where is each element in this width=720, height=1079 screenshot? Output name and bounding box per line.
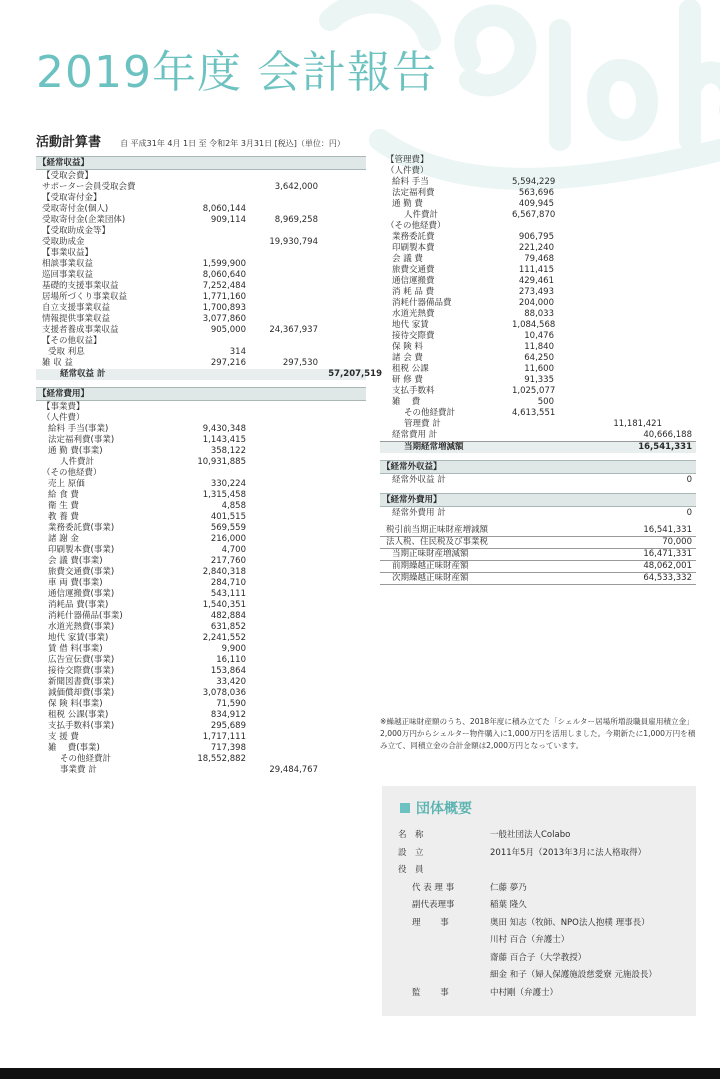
statement-period: 自 平成31年 4月 1日 至 令和2年 3月31日 [税込]（単位：円）: [120, 139, 345, 148]
section-heading: 【経常費用】: [36, 387, 366, 401]
row-amount: 273,493: [518, 287, 554, 297]
section-heading: 【経常外費用】: [380, 493, 696, 507]
table-row: [36, 556, 366, 567]
table-row: [380, 309, 696, 320]
table-row: [380, 265, 696, 276]
table-row: [36, 501, 366, 512]
row-label: 法人税、住民税及び事業税: [386, 537, 489, 547]
row-label: 【受取寄付金】: [42, 193, 102, 203]
table-row: [36, 248, 366, 259]
table-row: [380, 287, 696, 298]
row-label: （その他経費）: [42, 468, 102, 478]
row-label: 支 援 費: [48, 732, 79, 742]
row-amount: 153,864: [210, 666, 246, 676]
row-amount: 358,122: [210, 446, 246, 456]
row-label: 受取 利息: [48, 347, 85, 357]
table-row: [36, 754, 366, 765]
org-key: 役 員: [398, 865, 424, 875]
row-amount: 297,530: [282, 358, 318, 368]
square-icon: [400, 803, 410, 813]
row-amount: 1,717,111: [202, 732, 246, 742]
org-row: [398, 986, 688, 998]
row-label: 雑 収 益: [42, 358, 73, 368]
statement-header: [36, 131, 345, 150]
row-amount: 7,252,484: [202, 281, 246, 291]
table-row: [36, 622, 366, 633]
table-row: [36, 424, 366, 435]
row-amount: 5,594,229: [512, 177, 556, 187]
org-title-text: 団体概要: [416, 801, 472, 817]
row-label: 接待交際費(事業): [48, 666, 115, 676]
row-label: 事業費 計: [60, 765, 97, 775]
table-row: [36, 446, 366, 457]
org-key: 設 立: [398, 847, 424, 858]
row-amount: 1,700,893: [202, 303, 246, 313]
row-amount: 33,420: [216, 677, 246, 687]
row-label: 受取助成金: [42, 237, 85, 247]
row-label: 業務委託費(事業): [48, 523, 115, 533]
table-row: [36, 710, 366, 721]
row-amount: 1,540,351: [202, 600, 246, 610]
table-row: [36, 490, 366, 501]
row-label: 巡回事業収益: [42, 270, 94, 280]
table-row: [36, 600, 366, 611]
row-amount: 91,335: [524, 375, 554, 385]
row-label: その他経費計: [404, 408, 456, 418]
table-row: [380, 408, 696, 419]
row-label: 人件費計: [404, 210, 439, 220]
table-row: [380, 573, 696, 585]
row-amount: 88,033: [524, 309, 554, 319]
row-label: 消耗什器備品(事業): [48, 611, 123, 621]
table-row: [36, 545, 366, 556]
row-amount: 24,367,937: [269, 325, 318, 335]
section-heading: 【経常収益】: [36, 156, 366, 170]
row-label: 相談事業収益: [42, 259, 94, 269]
table-row: [36, 534, 366, 545]
row-label: 保 険 料: [392, 342, 423, 352]
row-amount: 10,476: [524, 331, 554, 341]
table-row: [36, 578, 366, 589]
row-label: 車 両 費(事業): [48, 578, 103, 588]
table-row: [36, 270, 366, 281]
row-label: 水道光熱費: [392, 309, 435, 319]
spacer: [36, 380, 366, 386]
row-amount: 71,590: [216, 699, 246, 709]
row-label: 消耗品 費(事業): [48, 600, 109, 610]
row-label: 法定福利費(事業): [48, 435, 115, 445]
table-row: [36, 567, 366, 578]
row-amount: 18,552,882: [197, 754, 246, 764]
row-amount: 905,000: [210, 325, 246, 335]
row-label: 通信運搬費(事業): [48, 589, 115, 599]
row-amount: 3,642,000: [274, 182, 318, 192]
row-amount: 19,930,794: [269, 237, 318, 247]
row-label: 消耗什器備品費: [392, 298, 452, 308]
row-amount: 500: [537, 397, 554, 407]
row-label: 租税 公課: [392, 364, 429, 374]
row-amount: 906,795: [518, 232, 554, 242]
row-label: 給料 手当(事業): [48, 424, 109, 434]
table-row: [36, 479, 366, 490]
org-value: 齋藤 百合子（大学教授）: [490, 952, 587, 963]
row-label: 通信運搬費: [392, 276, 435, 286]
row-label: 経常外費用 計: [392, 508, 446, 518]
row-amount: 8,969,258: [274, 215, 318, 225]
row-label: 水道光熱費(事業): [48, 622, 115, 632]
row-amount: 2,840,318: [202, 567, 246, 577]
org-value: 稲葉 隆久: [490, 900, 527, 910]
table-row: [380, 549, 696, 561]
org-title: [400, 798, 472, 818]
table-row: [36, 589, 366, 600]
row-amount: 1,771,160: [202, 292, 246, 302]
row-amount: 10,931,885: [197, 457, 246, 467]
row-label: 当期正味財産増減額: [392, 549, 469, 559]
row-amount: 9,430,348: [202, 424, 246, 434]
row-label: 減価償却費(事業): [48, 688, 115, 698]
table-row: [36, 468, 366, 479]
org-key: 名 称: [398, 830, 424, 840]
row-amount: 111,415: [518, 265, 554, 275]
row-amount: 543,111: [210, 589, 246, 599]
row-amount: 8,060,144: [202, 204, 246, 214]
table-row: [380, 537, 696, 549]
row-label: 法定福利費: [392, 188, 435, 198]
row-label: 接待交際費: [392, 331, 435, 341]
org-row: [398, 916, 688, 928]
row-amount: 297,216: [210, 358, 246, 368]
statement-name: 活動計算書: [36, 135, 102, 150]
row-label: 会 議 費: [392, 254, 423, 264]
row-label: 自立支援事業収益: [42, 303, 111, 313]
row-amount: 717,398: [210, 743, 246, 753]
row-amount: 2,241,552: [202, 633, 246, 643]
table-row: [36, 369, 382, 380]
row-label: 地代 家賃(事業): [48, 633, 109, 643]
org-row: [398, 968, 688, 980]
table-row: [36, 182, 366, 193]
table-row: [380, 419, 696, 430]
row-amount: 4,858: [221, 501, 246, 511]
row-amount: 40,666,188: [643, 430, 692, 440]
row-amount: 284,710: [210, 578, 246, 588]
row-amount: 4,613,551: [512, 408, 556, 418]
org-row: [398, 863, 688, 875]
section-heading: 【経常外収益】: [380, 460, 696, 474]
table-row: [36, 336, 366, 347]
table-row: [36, 721, 366, 732]
row-amount: 9,900: [221, 644, 246, 654]
table-row: [36, 358, 366, 369]
table-row: [380, 375, 696, 386]
row-label: 研 修 費: [392, 375, 423, 385]
row-label: 衛 生 費: [48, 501, 79, 511]
row-label: 支援者養成事業収益: [42, 325, 119, 335]
row-label: サポーター会員受取会費: [42, 182, 136, 192]
row-label: （人件費）: [386, 166, 429, 176]
row-label: 給料 手当: [392, 177, 429, 187]
row-label: 人件費計: [60, 457, 95, 467]
page-title: 2019年度 会計報告: [36, 47, 437, 98]
row-amount: 79,468: [524, 254, 554, 264]
table-row: [380, 221, 696, 232]
org-role: 監 事: [412, 987, 449, 998]
row-label: 印刷製本費(事業): [48, 545, 115, 555]
table-row: [380, 442, 696, 453]
row-label: 受取寄付金(企業団体): [42, 215, 126, 225]
row-amount: 217,760: [210, 556, 246, 566]
table-row: [36, 171, 366, 182]
row-amount: 482,884: [210, 611, 246, 621]
org-value: 奥田 知志（牧師、NPO法人抱樸 理事長）: [490, 917, 650, 928]
row-amount: 204,000: [518, 298, 554, 308]
table-row: [36, 765, 366, 776]
table-row: [380, 353, 696, 364]
row-label: 支払手数料(事業): [48, 721, 115, 731]
row-label: 会 議 費(事業): [48, 556, 103, 566]
table-row: [36, 677, 366, 688]
table-row: [380, 188, 696, 199]
table-row: [380, 155, 696, 166]
row-amount: 1,084,568: [512, 320, 556, 330]
bottom-bar: [0, 1068, 720, 1079]
row-amount: 57,207,519: [328, 369, 382, 379]
row-amount: 1,143,415: [202, 435, 246, 445]
row-amount: 11,600: [524, 364, 554, 374]
row-amount: 3,078,036: [202, 688, 246, 698]
table-row: [380, 243, 696, 254]
row-amount: 834,912: [210, 710, 246, 720]
table-row: [380, 331, 696, 342]
row-amount: 64,533,332: [643, 573, 692, 583]
table-row: [380, 210, 696, 221]
row-label: 受取寄付金(個人): [42, 204, 109, 214]
table-row: [380, 525, 696, 537]
row-label: 消 耗 品 費: [392, 287, 435, 297]
row-amount: 909,114: [210, 215, 246, 225]
table-row: [36, 292, 366, 303]
table-row: [380, 342, 696, 353]
org-value: 中村剛（弁護士）: [490, 987, 559, 998]
table-row: [36, 204, 366, 215]
row-amount: 563,696: [518, 188, 554, 198]
row-amount: 0: [686, 508, 692, 518]
row-label: 業務委託費: [392, 232, 435, 242]
table-row: [36, 655, 366, 666]
table-row: [36, 523, 366, 534]
row-label: 経常外収益 計: [392, 475, 446, 485]
row-label: 当期経常増減額: [404, 442, 464, 452]
table-row: [36, 688, 366, 699]
table-row: [380, 397, 696, 408]
row-amount: 295,689: [210, 721, 246, 731]
org-row: [398, 846, 688, 858]
row-amount: 11,840: [524, 342, 554, 352]
org-row: [398, 933, 688, 945]
row-amount: 221,240: [518, 243, 554, 253]
row-label: 広告宣伝費(事業): [48, 655, 115, 665]
row-amount: 11,181,421: [613, 419, 662, 429]
table-row: [380, 254, 696, 265]
org-row: [398, 898, 688, 910]
row-label: 売上 原価: [48, 479, 85, 489]
table-row: [380, 276, 696, 287]
table-row: [36, 699, 366, 710]
org-value: 細金 和子（婦人保護施設慈愛寮 元施設長）: [490, 970, 657, 980]
row-label: 賃 借 料(事業): [48, 644, 103, 654]
row-label: 税引前当期正味財産増減額: [386, 525, 489, 535]
row-label: 教 養 費: [48, 512, 79, 522]
row-label: 前期繰越正味財産額: [392, 561, 469, 571]
table-row: [36, 457, 366, 468]
row-label: 【管理費】: [386, 155, 429, 165]
table-row: [36, 743, 366, 754]
row-label: 【受取会費】: [42, 171, 94, 181]
table-row: [36, 347, 366, 358]
row-label: 旅費交通費: [392, 265, 435, 275]
row-label: 経常収益 計: [60, 369, 106, 379]
row-label: 次期繰越正味財産額: [392, 573, 469, 583]
table-row: [36, 633, 366, 644]
org-row: [398, 828, 688, 840]
row-label: 居場所づくり事業収益: [42, 292, 128, 302]
row-label: 地代 家賃: [392, 320, 429, 330]
table-row: [36, 512, 366, 523]
org-value: 一般社団法人Colabo: [490, 830, 571, 840]
row-amount: 8,060,640: [202, 270, 246, 280]
row-label: 管理費 計: [404, 419, 441, 429]
table-row: [380, 199, 696, 210]
row-label: 通 勤 費(事業): [48, 446, 103, 456]
row-amount: 6,567,870: [512, 210, 556, 220]
table-row: [36, 413, 366, 424]
spacer: [380, 486, 696, 492]
row-amount: 16,541,331: [643, 525, 692, 535]
row-amount: 216,000: [210, 534, 246, 544]
org-role: 副代表理事: [412, 900, 455, 910]
row-label: 経常費用 計: [392, 430, 438, 440]
statement-left-column: [36, 155, 382, 776]
table-row: [36, 215, 366, 226]
table-row: [380, 320, 696, 331]
row-amount: 48,062,001: [643, 561, 692, 571]
row-label: 租税 公課(事業): [48, 710, 109, 720]
table-row: [36, 402, 366, 413]
table-row: [380, 386, 696, 397]
table-row: [36, 435, 366, 446]
row-label: 【受取助成金等】: [42, 226, 111, 236]
row-amount: 1,025,077: [512, 386, 556, 396]
table-row: [380, 508, 696, 519]
table-row: [36, 259, 366, 270]
org-role: 代 表 理 事: [412, 882, 455, 893]
table-row: [36, 303, 366, 314]
table-row: [380, 475, 696, 486]
row-amount: 429,461: [518, 276, 554, 286]
table-row: [36, 193, 366, 204]
row-amount: 16,541,331: [638, 442, 692, 452]
row-amount: 569,559: [210, 523, 246, 533]
reserve-note: ※繰越正味財産額のうち、2018年度に積み立てた「シェルター居場所増設職員雇用積立金」2,000万円からシェルター物件購入に1,000万円を活用しました。今期新たに1,000万円を積み立て、同積立金の合計金額は2,000万円となっています。: [380, 717, 696, 750]
row-amount: 330,224: [210, 479, 246, 489]
row-amount: 29,484,767: [269, 765, 318, 775]
table-row: [380, 364, 696, 375]
table-row: [36, 666, 366, 677]
row-amount: 64,250: [524, 353, 554, 363]
table-row: [380, 430, 696, 442]
row-amount: 409,945: [518, 199, 554, 209]
table-row: [380, 298, 696, 309]
row-label: 雑 費(事業): [48, 743, 100, 753]
table-row: [36, 237, 366, 248]
table-row: [36, 325, 366, 336]
org-value: 仁藤 夢乃: [490, 882, 527, 893]
table-row: [380, 166, 696, 177]
row-label: 雑 費: [392, 397, 421, 407]
statement-right-column: [380, 155, 696, 585]
row-amount: 16,110: [216, 655, 246, 665]
row-amount: 401,515: [210, 512, 246, 522]
org-role: 理 事: [412, 917, 449, 928]
row-label: 諸 謝 金: [48, 534, 79, 544]
table-row: [36, 314, 366, 325]
row-label: 情報提供事業収益: [42, 314, 111, 324]
row-label: 【事業収益】: [42, 248, 94, 258]
row-label: （その他経費）: [386, 221, 446, 231]
row-amount: 631,852: [210, 622, 246, 632]
row-label: 新聞図書費(事業): [48, 677, 115, 687]
row-amount: 1,599,900: [202, 259, 246, 269]
table-row: [380, 177, 696, 188]
row-label: 給 食 費: [48, 490, 79, 500]
table-row: [36, 281, 366, 292]
row-amount: 314: [229, 347, 246, 357]
row-amount: 3,077,860: [202, 314, 246, 324]
row-label: 保 険 料(事業): [48, 699, 103, 709]
row-label: （人件費）: [42, 413, 85, 423]
org-row: [398, 881, 688, 893]
table-row: [36, 226, 366, 237]
org-value: 川村 百合（弁護士）: [490, 935, 570, 945]
row-label: 通 勤 費: [392, 199, 423, 209]
table-row: [380, 232, 696, 243]
table-row: [380, 561, 696, 573]
row-label: その他経費計: [60, 754, 112, 764]
spacer: [380, 453, 696, 459]
table-row: [36, 644, 366, 655]
org-row: [398, 951, 688, 963]
row-amount: 1,315,458: [202, 490, 246, 500]
organization-overview-panel: [382, 786, 696, 1016]
table-row: [36, 732, 366, 743]
row-label: 旅費交通費(事業): [48, 567, 115, 577]
row-label: 【事業費】: [42, 402, 85, 412]
row-amount: 16,471,331: [643, 549, 692, 559]
row-label: 諸 会 費: [392, 353, 423, 363]
table-row: [36, 611, 366, 622]
row-label: 基礎的支援事業収益: [42, 281, 119, 291]
row-amount: 0: [686, 475, 692, 485]
row-label: 【その他収益】: [42, 336, 102, 346]
row-label: 印刷製本費: [392, 243, 435, 253]
row-amount: 4,700: [221, 545, 246, 555]
org-value: 2011年5月（2013年3月に法人格取得）: [490, 847, 647, 858]
row-amount: 70,000: [662, 537, 692, 547]
row-label: 支払手数料: [392, 386, 435, 396]
